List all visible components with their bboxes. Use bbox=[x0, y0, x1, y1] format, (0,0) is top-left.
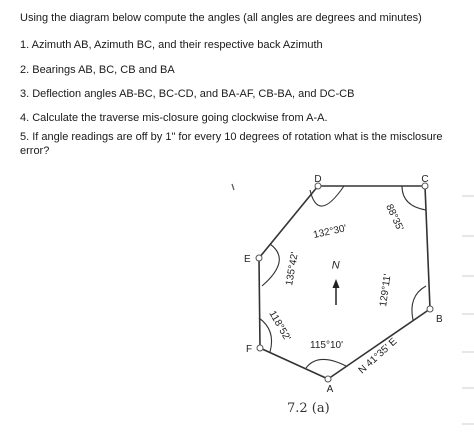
angle-arc-a bbox=[306, 359, 346, 368]
angle-label-b: 129°11' bbox=[378, 273, 394, 308]
angle-label-d: 132°30' bbox=[312, 223, 348, 241]
angle-label-e: 135°42' bbox=[284, 251, 301, 287]
question-2: 2. Bearings AB, BC, CB and BA bbox=[20, 64, 175, 76]
point-label-f: F bbox=[246, 344, 253, 355]
station-b bbox=[427, 306, 433, 312]
station-a bbox=[325, 376, 331, 382]
question-3: 3. Deflection angles AB-BC, BC-CD, and BA-AF, CB-BA, and DC-CB bbox=[20, 88, 355, 100]
figure-caption: 7.2 (a) bbox=[287, 401, 330, 416]
point-label-a: A bbox=[326, 384, 334, 395]
point-label-c: C bbox=[421, 174, 429, 185]
bearing-label-ab: N 41°35' E bbox=[356, 336, 400, 377]
point-label-e: E bbox=[244, 254, 251, 265]
station-e bbox=[256, 255, 262, 261]
point-label-b: B bbox=[436, 314, 443, 325]
angle-arc-b bbox=[412, 286, 426, 320]
instructions-text: Using the diagram below compute the angles (all angles are degrees and minutes) bbox=[20, 12, 422, 24]
angle-label-a: 115°10' bbox=[310, 340, 343, 351]
angle-label-f: 118°52' bbox=[266, 309, 293, 344]
question-4: 4. Calculate the traverse mis-closure going clockwise from A-A. bbox=[20, 112, 328, 124]
stray-mark bbox=[232, 184, 234, 190]
angle-arc-c bbox=[402, 186, 426, 210]
question-5: 5. If angle readings are off by 1" for every 10 degrees of rotation what is the misclosure error? bbox=[20, 131, 443, 157]
page-edge-marks bbox=[462, 196, 474, 424]
point-label-d: D bbox=[314, 174, 322, 185]
station-f bbox=[257, 345, 263, 351]
angle-label-c: 88°35' bbox=[383, 202, 406, 233]
north-label: N bbox=[332, 258, 340, 270]
question-1: 1. Azimuth AB, Azimuth BC, and their respective back Azimuth bbox=[20, 39, 323, 51]
north-arrow-icon bbox=[333, 279, 340, 288]
